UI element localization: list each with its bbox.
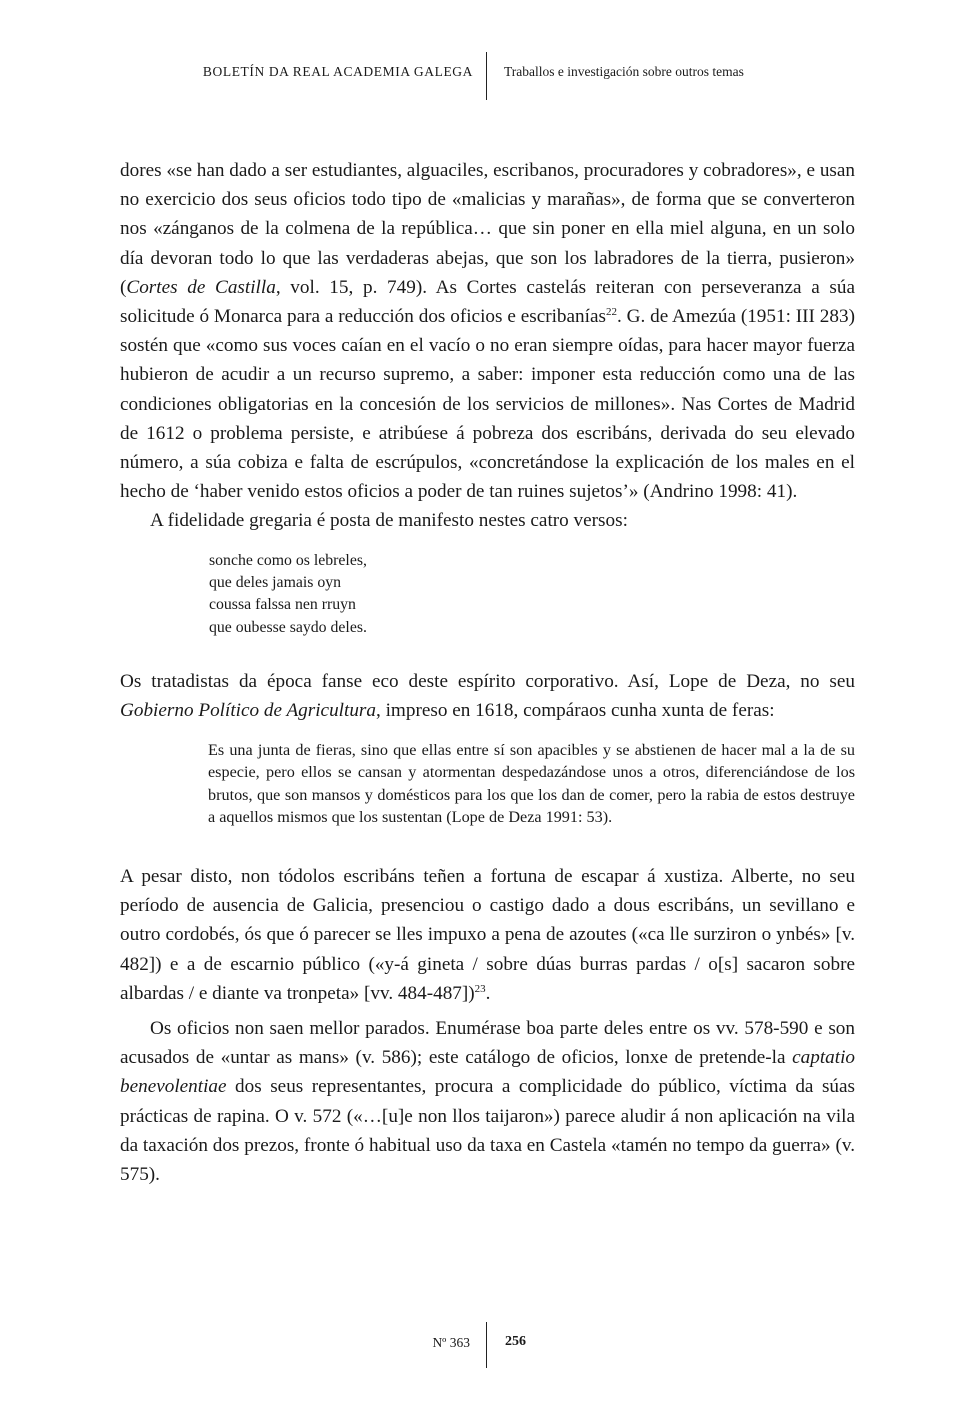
page-number: 256	[505, 1334, 526, 1349]
paragraph-1-text-a: dores «se han dado a ser estudiantes, alguaciles, escribanos, procuradores y cobradores», e usan no exercicio dos seus oficios todo tipo de «malicias y marañas», de forma que se converteron nos «zánganos de la colmena de la república… que sin poner en ella miel alguna, en un solo día devoran todo lo que las verdaderas abejas, que son los labradores de la tierra, pusieron» (	[120, 160, 855, 298]
paragraph-1-text-c: . G. de Amezúa (1951: III 283) sostén que «como sus voces caían en el vacío o no eran siempre oídas, para hacer mayor fuerza hubieron de acudir a un recurso supremo, a saber: imponer esta reducción como una de las condiciones obligatorias en la concesión de los servicios de millones». Nas Cortes de Madrid de 1612 o problema persiste, e atribúese á pobreza dos escribáns, derivada do seu elevado número, a súa cobiza e falta de escrúpulos, «concretándose la explicación de los males en el hecho de ‘haber venido estos oficios a poder de tan ruines sujetos’» (Andrino 1998: 41).	[120, 306, 855, 503]
header-divider	[486, 52, 487, 100]
paragraph-3-text-a: Os tratadistas da época fanse eco deste espírito corporativo. Así, Lope de Deza, no seu	[120, 670, 855, 692]
paragraph-5-text-a: Os oficios non saen mellor parados. Enumérase boa parte deles entre os vv. 578-590 e son acusados de «untar as mans» (v. 586); este catálogo de oficios, lonxe de pretende-la	[120, 1018, 855, 1069]
verse-line: que oubesse saydo deles.	[209, 618, 367, 636]
paragraph-3-italic: Gobierno Político de Agricultura	[120, 700, 376, 722]
paragraph-1-text-b: , vol. 15, p. 749). As Cortes castelás reiteran con perseveranza a súa solicitude ó Monarca para a reducción dos oficios e escribanías	[120, 276, 856, 328]
paragraph-4-text-a: A pesar disto, non tódolos escribáns teñen a fortuna de escapar á xustiza. Alberte, no seu período de ausencia de Galicia, presenciou o castigo dado a dous escribáns, un sevillano e outro cordobés, ós que ó parecer se lles impuxo a pena de azoutes («ca lle surziron o ynbés» [v. 482]) e a de escarnio público («y-á gineta / sobre dúas burras pardas / o[s] sacaron sobre albardas / e diante va tronpeta» [vv. 484-487])	[120, 866, 855, 1004]
issue-number: Nº 363	[432, 1335, 470, 1350]
verse-block	[209, 550, 855, 639]
section-title: Traballos e investigación sobre outros temas	[504, 64, 744, 79]
paragraph-3	[120, 667, 855, 725]
verse-line: sonche como os lebreles,	[209, 551, 367, 569]
paragraph-1	[120, 156, 855, 506]
paragraph-1-italic: Cortes de Castilla	[126, 276, 276, 298]
page-footer	[0, 1322, 975, 1370]
journal-title: BOLETÍN DA REAL ACADEMIA GALEGA	[202, 64, 473, 79]
verse-line: que deles jamais oyn	[209, 573, 342, 591]
paragraph-5-text-b: dos seus representantes, procura a complicidade do público, víctima da súas prácticas de rapina. O v. 572 («…[u]e non llos taijaron») parece aludir á non aplicación na vila da taxación dos prezos, fronte ó habitual uso da taxa en Castela «tamén no tempo da guerra» (v. 575).	[120, 1076, 855, 1186]
footnote-ref-22[interactable]: 22	[605, 306, 617, 319]
footer-divider	[486, 1322, 487, 1368]
paragraph-5	[120, 1014, 855, 1189]
paragraph-4-text-b: .	[485, 982, 491, 1004]
paragraph-5-italic: captatio benevolentiae	[120, 1047, 855, 1098]
footnote-ref-23[interactable]: 23	[474, 982, 486, 995]
paragraph-3-text-b: , impreso en 1618, compáraos cunha xunta de feras:	[376, 700, 775, 722]
article-body	[120, 156, 855, 1189]
running-header	[0, 48, 975, 100]
block-quote: Es una junta de fieras, sino que ellas entre sí son apacibles y se abstienen de hacer mal a la de su especie, pero ellos se cansan y atormentan despedazándose unos a otros, diferenciándose de los brutos, que son mansos y domésticos para los que los dan de comer, pero la rabia de estos destruye a aquellos mismos que los sustentan (Lope de Deza 1991: 53).	[208, 741, 855, 826]
verse-line: coussa falssa nen rruyn	[209, 596, 356, 614]
paragraph-2: A fidelidade gregaria é posta de manifesto nestes catro versos:	[150, 510, 628, 532]
paragraph-4	[120, 862, 855, 1008]
